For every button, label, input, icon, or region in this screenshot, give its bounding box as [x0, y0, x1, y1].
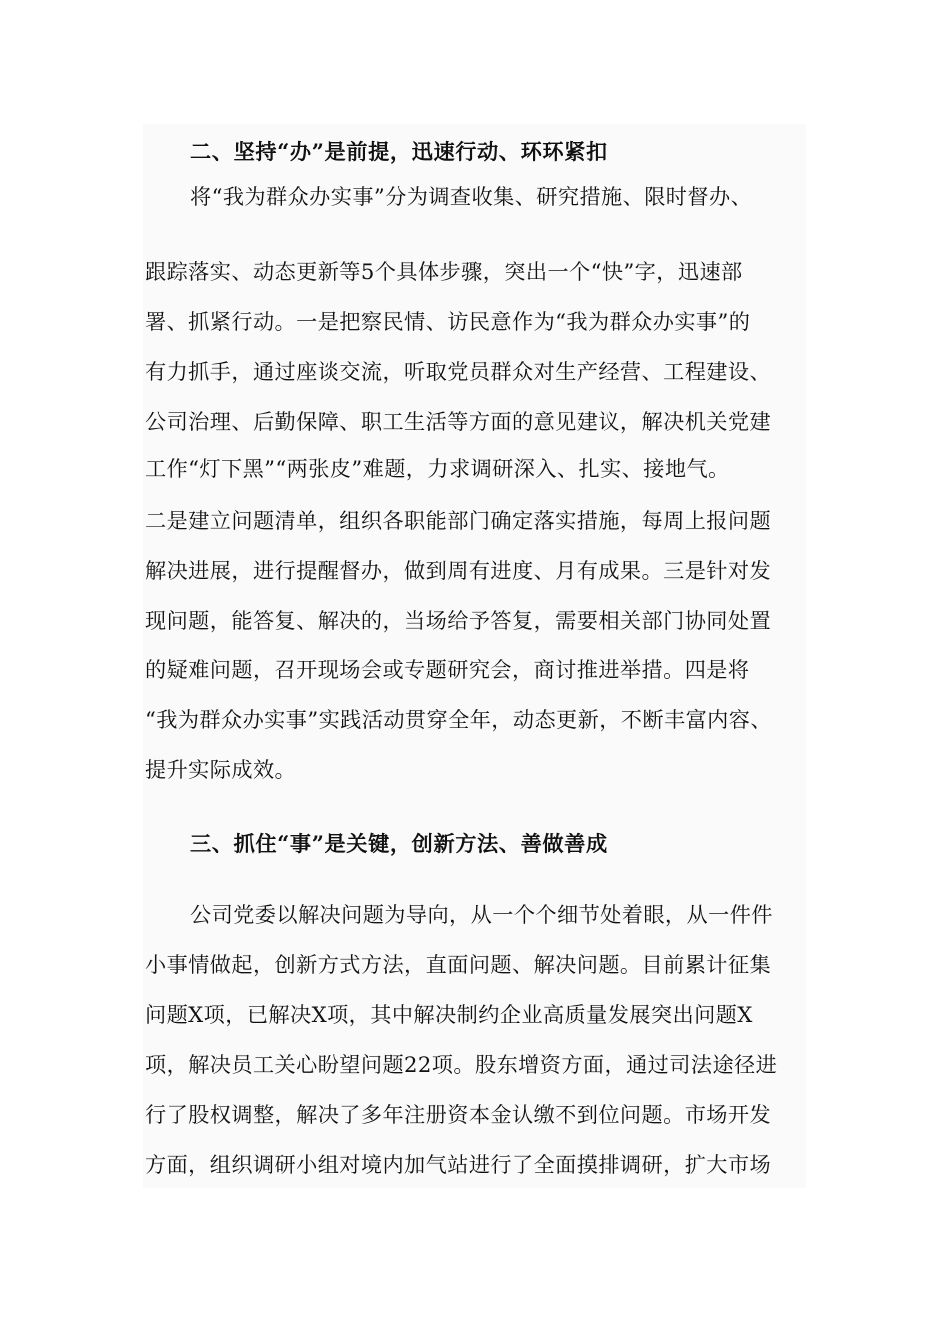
- paragraph-line: “我为群众办实事”实践活动贯穿全年，动态更新，不断丰富内容、: [145, 707, 772, 732]
- paragraph-line: 小事情做起，创新方式方法，直面问题、解决问题。目前累计征集: [145, 952, 772, 977]
- paragraph-line: 二是建立问题清单，组织各职能部门确定落实措施，每周上报问题: [145, 508, 772, 533]
- paragraph-line: 行了股权调整，解决了多年注册资本金认缴不到位问题。市场开发: [145, 1102, 772, 1127]
- paragraph-line: 跟踪落实、动态更新等5个具体步骤，突出一个“快”字，迅速部: [145, 259, 743, 284]
- paragraph-line: 公司党委以解决问题为导向，从一个个细节处着眼，从一件件: [190, 902, 773, 927]
- paragraph-line: 提升实际成效。: [145, 757, 297, 782]
- paragraph-line: 项，解决员工关心盼望问题22项。股东增资方面，通过司法途径进: [145, 1052, 778, 1077]
- paragraph-line: 工作“灯下黑”“两张皮”难题，力求调研深入、扎实、接地气。: [145, 456, 730, 481]
- section-heading-2: 二、坚持“办”是前提，迅速行动、环环紧扣: [190, 139, 608, 164]
- paragraph-line: 现问题，能答复、解决的，当场给予答复，需要相关部门协同处置: [145, 608, 772, 633]
- paragraph-line: 方面，组织调研小组对境内加气站进行了全面摸排调研，扩大市场: [145, 1152, 772, 1177]
- section-heading-3: 三、抓住“事”是关键，创新方法、善做善成: [190, 831, 608, 856]
- paragraph-line: 的疑难问题，召开现场会或专题研究会，商讨推进举措。四是将: [145, 657, 750, 682]
- paragraph-line: 公司治理、后勤保障、职工生活等方面的意见建议，解决机关党建: [145, 409, 772, 434]
- paragraph-line: 问题X项，已解决X项，其中解决制约企业高质量发展突出问题X: [145, 1002, 753, 1027]
- paragraph-line: 署、抓紧行动。一是把察民情、访民意作为“我为群众办实事”的: [145, 309, 751, 334]
- paragraph-line: 解决进展，进行提醒督办，做到周有进度、月有成果。三是针对发: [145, 558, 772, 583]
- paragraph-line: 将“我为群众办实事”分为调查收集、研究措施、限时督办、: [190, 184, 753, 209]
- paragraph-line: 有力抓手，通过座谈交流，听取党员群众对生产经营、工程建设、: [145, 359, 772, 384]
